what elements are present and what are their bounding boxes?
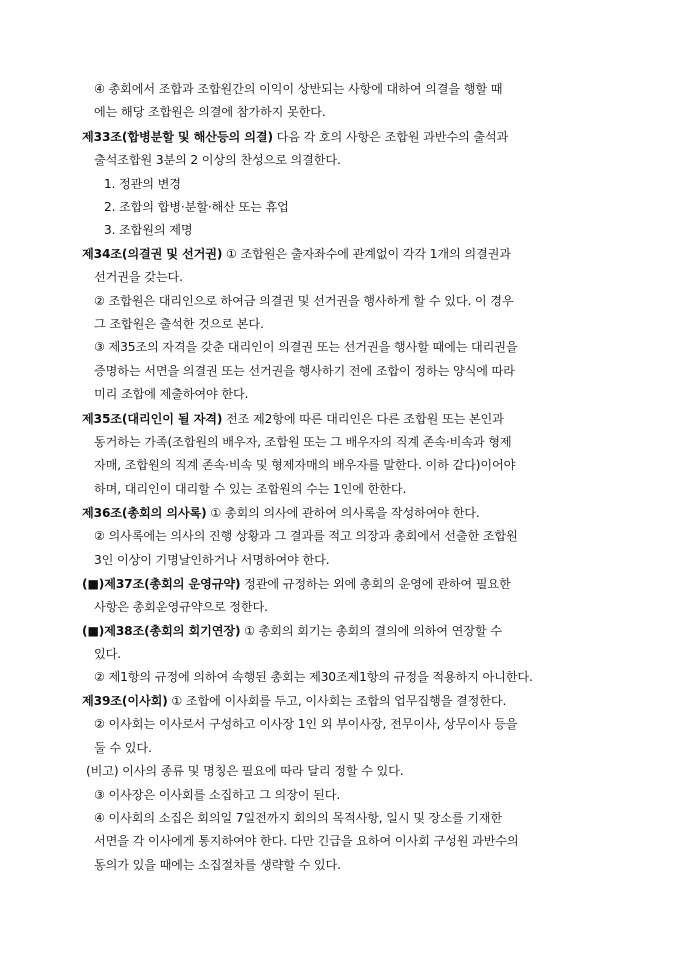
article-34-heading-line: 제34조(의결권 및 선거권) ① 조합원은 출자좌수에 관계없이 각각 1개의 의결권과 bbox=[82, 247, 511, 261]
article-33-item-1: 1. 정관의 변경 bbox=[104, 177, 181, 191]
article-39-para-4: ④ 이사회의 소집은 회의일 7일전까지 회의의 목적사항, 일시 및 장소를 기재한 bbox=[94, 811, 503, 825]
article-33-title: 제33조(합병분할 및 해산등의 의결) bbox=[82, 130, 273, 144]
article-39-para-2-cont: 둘 수 있다. bbox=[94, 741, 152, 755]
article-36-title: 제36조(총회의 의사록) bbox=[82, 506, 207, 520]
article-37-title: (■)제37조(총회의 운영규약) bbox=[82, 577, 241, 591]
article-39-note: (비고) 이사의 종류 및 명칭은 필요에 따라 달리 정할 수 있다. bbox=[86, 764, 404, 778]
article-34-para-2-cont: 그 조합원은 출석한 것으로 본다. bbox=[94, 317, 264, 331]
article-33-item-3: 3. 조합원의 제명 bbox=[104, 223, 193, 237]
article-38-title: (■)제38조(총회의 회기연장) bbox=[82, 624, 241, 638]
article-33-heading-line: 제33조(합병분할 및 해산등의 의결) 다음 각 호의 사항은 조합원 과반수의 출석과 bbox=[82, 130, 509, 144]
article-36-para-2-cont: 3인 이상이 기명날인하거나 서명하여야 한다. bbox=[94, 553, 330, 567]
article-34-title: 제34조(의결권 및 선거권) bbox=[82, 247, 223, 261]
article-39-para-4-cont: 서면을 각 이사에게 통지하여야 한다. 다만 긴급을 요하여 이사회 구성원 과반수의 bbox=[94, 834, 519, 848]
article-36-para-2: ② 의사록에는 의사의 진행 상황과 그 결과를 적고 의장과 총회에서 선출한 조합원 bbox=[94, 529, 518, 543]
article-35-body-2: 자매, 조합원의 직계 존속·비속 및 형제자매의 배우자를 말한다. 이하 같다)이어야 bbox=[94, 458, 516, 472]
article-35-body-3: 하며, 대리인이 대리할 수 있는 조합원의 수는 1인에 한한다. bbox=[94, 482, 407, 496]
article-38-para-2: ② 제1항의 규정에 의하여 속행된 총회는 제30조제1항의 규정을 적용하지 아니한다. bbox=[94, 670, 533, 684]
clause-32-para-4: ④ 총회에서 조합과 조합원간의 이익이 상반되는 사항에 대하여 의결을 행할 때 bbox=[94, 82, 503, 96]
article-33-item-2: 2. 조합의 합병·분할·해산 또는 휴업 bbox=[104, 200, 289, 214]
article-35-title: 제35조(대리인이 될 자격) bbox=[82, 412, 223, 426]
article-39-title: 제39조(이사회) bbox=[82, 694, 168, 708]
article-39-heading-line: 제39조(이사회) ① 조합에 이사회를 두고, 이사회는 조합의 업무집행을 결정한다. bbox=[82, 694, 507, 708]
article-38-body: 있다. bbox=[94, 647, 121, 661]
article-35-body-1: 동거하는 가족(조합원의 배우자, 조합원 또는 그 배우자의 직계 존속·비속과 형제 bbox=[94, 435, 512, 449]
article-34-para-3-end: 미리 조합에 제출하여야 한다. bbox=[94, 387, 249, 401]
article-37-body: 사항은 총회운영규약으로 정한다. bbox=[94, 600, 268, 614]
article-39-para-3: ③ 이사장은 이사회를 소집하고 그 의장이 된다. bbox=[94, 788, 341, 802]
article-38-heading-line: (■)제38조(총회의 회기연장) ① 총회의 회기는 총회의 결의에 의하여 연장할 수 bbox=[82, 624, 502, 638]
article-39-para-4-end: 동의가 있을 때에는 소집절차를 생략할 수 있다. bbox=[94, 858, 341, 872]
article-35-heading-line: 제35조(대리인이 될 자격) 전조 제2항에 따른 대리인은 다른 조합원 또는 본인과 bbox=[82, 412, 504, 426]
article-34-para-2: ② 조합원은 대리인으로 하여금 의결권 및 선거권을 행사하게 할 수 있다. 이 경우 bbox=[94, 294, 514, 308]
article-34-para-3: ③ 제35조의 자격을 갖춘 대리인이 의결권 또는 선거권을 행사할 때에는 대리권을 bbox=[94, 340, 518, 354]
article-36-heading-line: 제36조(총회의 의사록) ① 총회의 의사에 관하여 의사록을 작성하여야 한다. bbox=[82, 506, 480, 520]
article-34-body: 선거권을 갖는다. bbox=[94, 270, 183, 284]
article-37-heading-line: (■)제37조(총회의 운영규약) 정관에 규정하는 외에 총회의 운영에 관하여 필요한 bbox=[82, 577, 511, 591]
article-39-para-2: ② 이사회는 이사로서 구성하고 이사장 1인 외 부이사장, 전무이사, 상무이사 등을 bbox=[94, 717, 518, 731]
clause-32-para-4-cont: 에는 해당 조합원은 의결에 참가하지 못한다. bbox=[94, 105, 326, 119]
article-34-para-3-cont: 증명하는 서면을 의결권 또는 선거권을 행사하기 전에 조합이 정하는 양식에 따라 bbox=[94, 364, 515, 378]
article-33-body: 출석조합원 3분의 2 이상의 찬성으로 의결한다. bbox=[94, 153, 341, 167]
